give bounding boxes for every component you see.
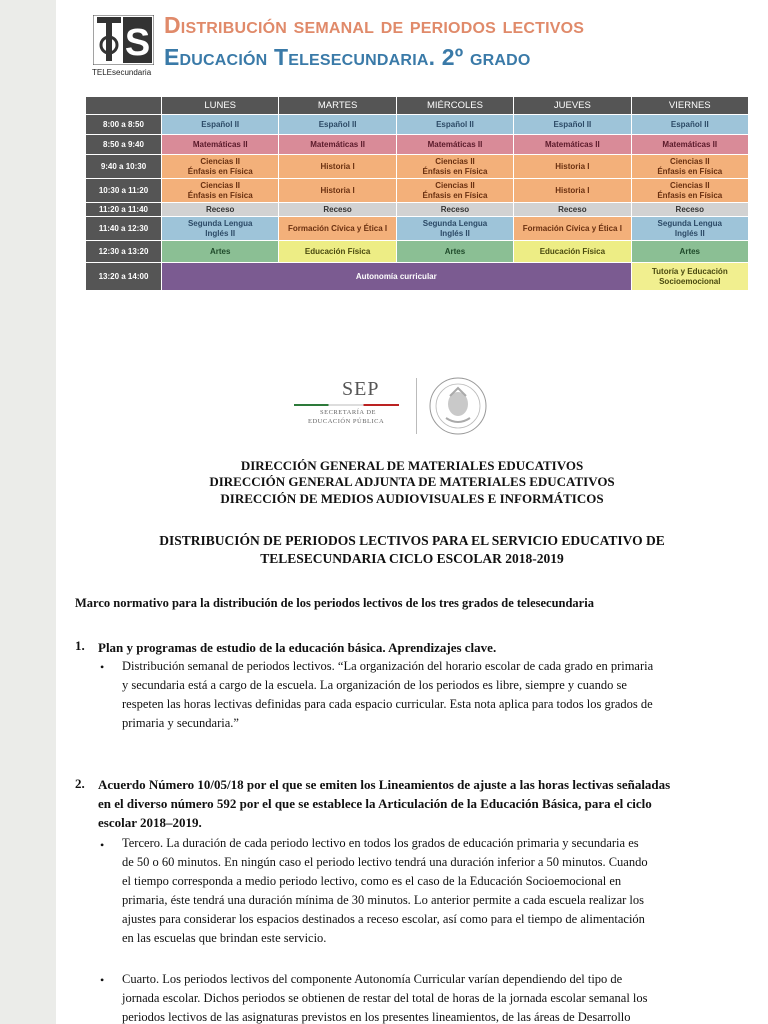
schedule-cell: Segunda Lengua Inglés II — [162, 217, 279, 241]
schedule-cell: Matemáticas II — [514, 135, 631, 155]
page-subtitle: Educación Telesecundaria. 2º grado — [164, 44, 531, 70]
bullet-icon: • — [100, 838, 105, 852]
sep-subtitle-2: EDUCACIÓN PÚBLICA — [308, 418, 385, 425]
schedule-header-row — [86, 97, 749, 115]
text-line: jornada escolar. Dichos periodos se obtienen de restar del total de horas de la jornada escolar semanal los — [122, 991, 648, 1005]
schedule-row — [86, 203, 749, 217]
telesecundaria-logo — [93, 15, 154, 65]
schedule-cell: Historia I — [279, 155, 396, 179]
schedule-cell: Receso — [396, 203, 513, 217]
item-1-title: Plan y programas de estudio de la educación básica. Aprendizajes clave. — [98, 640, 497, 655]
schedule-cell: Educación Física — [279, 241, 396, 263]
schedule-row — [86, 217, 749, 241]
schedule-cell: Matemáticas II — [396, 135, 513, 155]
text-line: de 50 o 60 minutos. En ningún caso el periodo lectivo tendrá una duración inferior a 50 minutos. Cuando — [122, 855, 648, 869]
bullet-icon: • — [100, 660, 105, 674]
schedule-row — [86, 263, 749, 291]
schedule-row — [86, 241, 749, 263]
item-1-bullet-text — [122, 657, 752, 733]
text-line: en el diverso número 592 por el que se establece la Articulación de la Educación Básica, para el ciclo — [98, 796, 652, 811]
ts-logo-icon — [93, 15, 154, 65]
schedule-cell: Ciencias II Énfasis en Física — [162, 155, 279, 179]
item-2-number: 2. — [75, 776, 85, 791]
text-line: el tiempo corresponda a medio periodo lectivo, como es el caso de la Educación Socioemocional en — [122, 874, 622, 888]
schedule-cell: Historia I — [514, 179, 631, 203]
text-line: Acuerdo Número 10/05/18 por el que se emiten los Lineamientos de ajuste a las horas lectivas señaladas — [98, 777, 671, 792]
schedule-cell: Segunda Lengua Inglés II — [631, 217, 748, 241]
text-line: en las escuelas que brindan este servicio. — [122, 931, 327, 945]
schedule-table — [85, 96, 749, 291]
schedule-cell: Educación Física — [514, 241, 631, 263]
time-slot: 12:30 a 13:20 — [86, 241, 162, 263]
schedule-cell: Autonomía curricular — [162, 263, 632, 291]
schedule-cell: Artes — [396, 241, 513, 263]
text-line: periodos lectivos de las asignaturas previstos en los presentes lineamientos, de las áreas de Desarrollo — [122, 1010, 631, 1024]
schedule-cell: Matemáticas II — [162, 135, 279, 155]
schedule-row — [86, 179, 749, 203]
schedule-cell: Español II — [396, 115, 513, 135]
schedule-cell: Ciencias II Énfasis en Física — [162, 179, 279, 203]
text-line: ajustes para considerar los espacios destinados a receso escolar, así como para el tiempo de alimentación — [122, 912, 645, 926]
text-line: Cuarto. Los periodos lectivos del componente Autonomía Curricular varían dependiendo del tipo de — [122, 972, 623, 986]
text-line: y secundaria está a cargo de la escuela. La organización de los periodos es libre, siempre y cuando se — [122, 678, 627, 692]
day-header: MIÉRCOLES — [396, 97, 513, 115]
time-slot: 11:40 a 12:30 — [86, 217, 162, 241]
schedule-corner — [86, 97, 162, 115]
document-page — [56, 0, 768, 1024]
schedule-cell: Español II — [279, 115, 396, 135]
item-2-title — [98, 775, 758, 832]
schedule-cell: Historia I — [279, 179, 396, 203]
item-1-number: 1. — [75, 638, 85, 653]
schedule-cell: Matemáticas II — [631, 135, 748, 155]
schedule-cell: Tutoría y Educación Socioemocional — [631, 263, 748, 291]
schedule-row — [86, 115, 749, 135]
schedule-row — [86, 135, 749, 155]
text-line: primaria, éste tendrá una duración mínima de 30 minutos. Lo anterior permite a cada escuela realizar los — [122, 893, 645, 907]
time-slot: 8:50 a 9:40 — [86, 135, 162, 155]
sep-wordmark: SEP — [342, 378, 380, 400]
schedule-cell: Ciencias II Énfasis en Física — [631, 179, 748, 203]
schedule-row — [86, 155, 749, 179]
day-header: MARTES — [279, 97, 396, 115]
schedule-cell: Ciencias II Énfasis en Física — [396, 155, 513, 179]
sep-divider — [416, 378, 417, 434]
item-2-bullet-2-text — [122, 970, 752, 1024]
sep-logo — [294, 378, 494, 440]
schedule-cell: Historia I — [514, 155, 631, 179]
day-header: JUEVES — [514, 97, 631, 115]
schedule-cell: Español II — [631, 115, 748, 135]
section-heading: Marco normativo para la distribución de los periodos lectivos de los tres grados de telesecundaria — [75, 596, 594, 610]
schedule-cell: Matemáticas II — [279, 135, 396, 155]
document-title-line-1: DISTRIBUCIÓN DE PERIODOS LECTIVOS PARA EL SERVICIO EDUCATIVO DE — [159, 533, 665, 548]
page-title: Distribución semanal de periodos lectivos — [164, 12, 585, 38]
time-slot: 11:20 a 11:40 — [86, 203, 162, 217]
directorate-line-2: DIRECCIÓN GENERAL ADJUNTA DE MATERIALES EDUCATIVOS — [209, 474, 615, 489]
schedule-cell: Formación Cívica y Ética I — [514, 217, 631, 241]
schedule-cell: Ciencias II Énfasis en Física — [396, 179, 513, 203]
day-header: VIERNES — [631, 97, 748, 115]
schedule-cell: Artes — [631, 241, 748, 263]
time-slot: 10:30 a 11:20 — [86, 179, 162, 203]
day-header: LUNES — [162, 97, 279, 115]
time-slot: 9:40 a 10:30 — [86, 155, 162, 179]
schedule-cell: Receso — [631, 203, 748, 217]
schedule-cell: Receso — [162, 203, 279, 217]
schedule-cell: Español II — [162, 115, 279, 135]
page-margin-strip — [0, 0, 56, 1024]
time-slot: 13:20 a 14:00 — [86, 263, 162, 291]
text-line: primaria y secundaria.” — [122, 716, 239, 730]
directorate-line-3: DIRECCIÓN DE MEDIOS AUDIOVISUALES E INFORMÁTICOS — [220, 491, 604, 506]
sep-flag-line — [294, 404, 399, 406]
schedule-cell: Receso — [279, 203, 396, 217]
schedule-cell: Español II — [514, 115, 631, 135]
directorate-line-1: DIRECCIÓN GENERAL DE MATERIALES EDUCATIVOS — [240, 458, 584, 473]
svg-text:S: S — [124, 22, 151, 64]
time-slot: 8:00 a 8:50 — [86, 115, 162, 135]
schedule-cell: Receso — [514, 203, 631, 217]
text-line: escolar 2018–2019. — [98, 815, 202, 830]
national-seal-icon — [428, 376, 488, 436]
item-2-bullet-1-text — [122, 834, 752, 948]
bullet-icon: • — [100, 973, 105, 987]
logo-caption: TELEsecundaria — [92, 68, 152, 77]
text-line: respeten las horas lectivas definidas para cada espacio curricular. Esta nota aplica para todos los grados de — [122, 697, 653, 711]
text-line: Distribución semanal de periodos lectivos. “La organización del horario escolar de cada grado en primaria — [122, 659, 654, 673]
schedule-cell: Formación Cívica y Ética I — [279, 217, 396, 241]
schedule-cell: Artes — [162, 241, 279, 263]
schedule-cell: Ciencias II Énfasis en Física — [631, 155, 748, 179]
document-title-line-2: TELESECUNDARIA CICLO ESCOLAR 2018-2019 — [260, 551, 564, 566]
sep-subtitle-1: SECRETARÍA DE — [320, 409, 376, 416]
schedule-cell: Segunda Lengua Inglés II — [396, 217, 513, 241]
text-line: Tercero. La duración de cada periodo lectivo en todos los grados de educación primaria y secundaria es — [122, 836, 639, 850]
